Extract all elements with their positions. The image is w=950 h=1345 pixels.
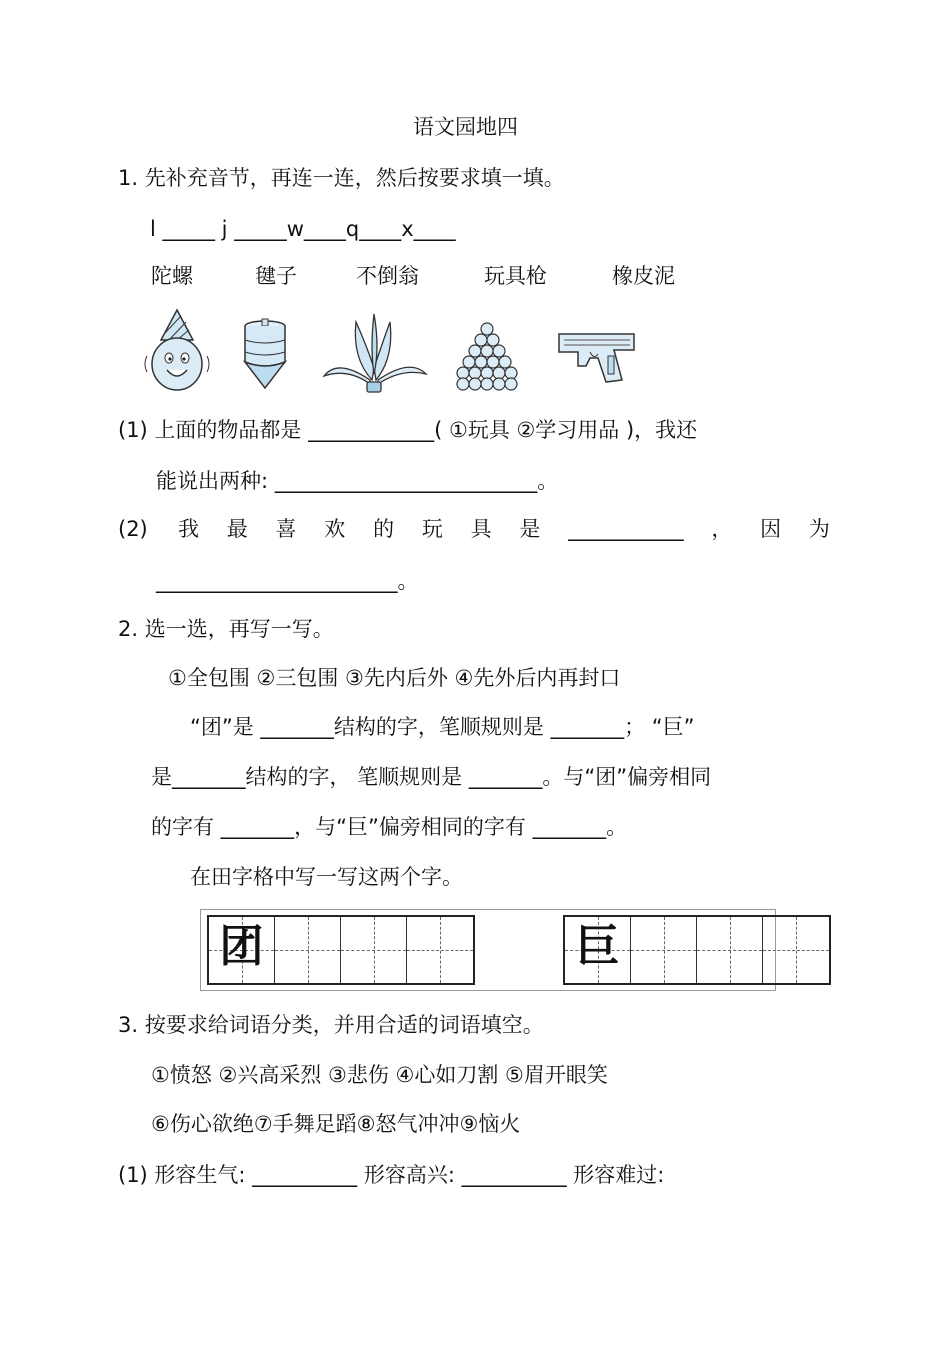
shuttlecock-icon (322, 308, 428, 396)
grid-cell[interactable] (631, 917, 697, 983)
q1-pinyin-blanks: l _____ j _____w____q____x____ (150, 217, 456, 241)
q1-word-2: 毽子 (255, 264, 297, 288)
page-title: 语文园地四 (413, 115, 518, 139)
q1-sub2-char: 欢 (324, 517, 346, 541)
q1-word-1: 陀螺 (151, 264, 193, 288)
writing-grid-1[interactable] (207, 915, 475, 985)
q1-word-4: 玩具枪 (484, 264, 547, 288)
q2-prompt: 2. 选一选，再写一写。 (118, 617, 334, 641)
tumbler-doll-icon (143, 306, 211, 394)
grid-cell[interactable] (407, 917, 473, 983)
q1-word-5: 橡皮泥 (612, 264, 675, 288)
q3-words-line1: ①愤怒 ②兴高采烈 ③悲伤 ④心如刀割 ⑤眉开眼笑 (151, 1063, 608, 1087)
grid-cell[interactable] (697, 917, 763, 983)
q1-sub2-char: 是 (519, 517, 541, 541)
q1-sub2-label: (2) (118, 517, 148, 541)
clay-balls-icon (452, 320, 522, 392)
q1-sub2-char: 因 (760, 517, 782, 541)
q1-sub2-line2: _______________________。 (156, 569, 419, 593)
q1-sub2-char: 为 (808, 517, 830, 541)
grid-cell[interactable] (565, 917, 631, 983)
grid-cell[interactable] (275, 917, 341, 983)
grid-cell[interactable] (209, 917, 275, 983)
q1-sub2-blank: ___________ (568, 517, 684, 541)
q3-prompt: 3. 按要求给词语分类，并用合适的词语填空。 (118, 1013, 544, 1037)
q1-sub2-char: 我 (178, 517, 199, 541)
q1-sub2-char: 最 (226, 517, 248, 541)
grid-cell[interactable] (341, 917, 407, 983)
q1-sub2-char: 喜 (275, 517, 297, 541)
q2-line1: “团”是 _______结构的字，笔顺规则是 _______； “巨” (190, 715, 695, 739)
q1-word-3: 不倒翁 (356, 264, 419, 288)
grid-model-char: 团 (219, 921, 264, 972)
q3-sub1: (1) 形容生气: __________ 形容高兴: __________ 形容难过: (118, 1163, 665, 1187)
q3-words-line2: ⑥伤心欲绝⑦手舞足蹈⑧怒气冲冲⑨恼火 (151, 1112, 521, 1136)
grid-model-char: 巨 (575, 921, 620, 972)
q1-prompt: 1. 先补充音节，再连一连，然后按要求填一填。 (118, 166, 565, 190)
q2-line3: 的字有 _______，与“巨”偏旁相同的字有 _______。 (151, 815, 628, 839)
grid-cell[interactable] (763, 917, 829, 983)
q1-sub2-char: 的 (373, 517, 395, 541)
q2-options: ①全包围 ②三包围 ③先内后外 ④先外后内再封口 (168, 666, 621, 690)
q1-sub2-line1 (178, 519, 830, 540)
q2-line2: 是_______结构的字， 笔顺规则是 _______。与“团”偏旁相同 (151, 765, 712, 789)
writing-grid-2[interactable] (563, 915, 831, 985)
q2-line4: 在田字格中写一写这两个字。 (190, 865, 463, 889)
q1-sub1-line2: 能说出两种: _________________________。 (156, 469, 559, 493)
q1-sub2-char: 具 (470, 517, 492, 541)
spinning-top-icon (240, 318, 290, 390)
q1-sub1-line1: (1) 上面的物品都是 ____________( ①玩具 ②学习用品 )，我还 (118, 418, 698, 442)
q1-sub2-char: ， (711, 517, 733, 541)
q1-sub2-char: 玩 (421, 517, 443, 541)
toy-gun-icon (556, 328, 638, 386)
